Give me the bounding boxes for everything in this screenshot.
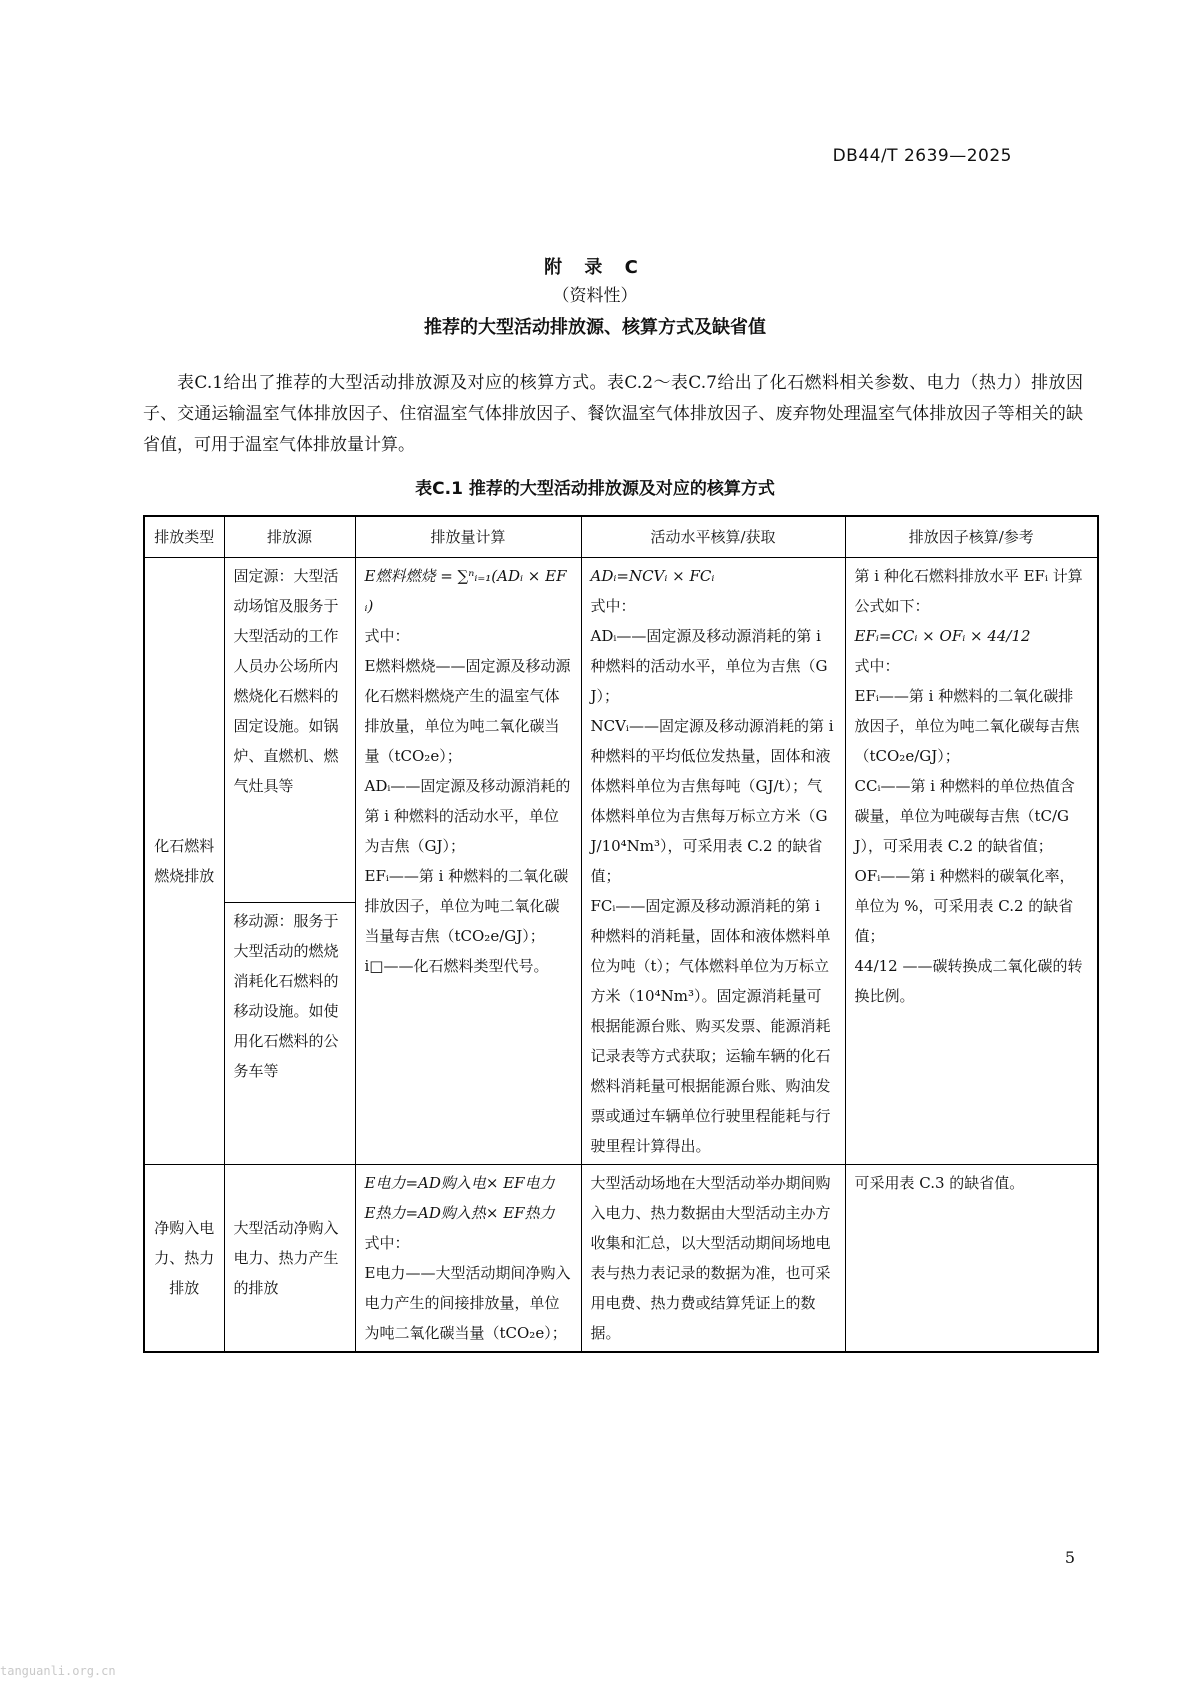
table-header-row	[144, 516, 1098, 558]
annex-nature: （资料性）	[552, 286, 638, 306]
watermark: tanguanli.org.cn	[0, 1664, 116, 1678]
page-number: 5	[1064, 1548, 1075, 1567]
activity-line: NCVᵢ——固定源及移动源消耗的第 i 种燃料的平均低位发热量，固体和液体燃料单位为吉焦每吨（GJ/t）；气体燃料单位为吉焦每万标立方米（GJ/10⁴Nm³），可采用表 C.2 的缺省值；	[590, 717, 834, 885]
calc-line: ADᵢ——固定源及移动源消耗的第 i 种燃料的活动水平，单位为吉焦（GJ）；	[364, 777, 571, 855]
header-activity-level: 活动水平核算/获取	[581, 516, 845, 558]
factor-line: OFᵢ——第 i 种燃料的碳氧化率，单位为 %，可采用表 C.2 的缺省值；	[854, 867, 1075, 945]
cell-type-purchased: 净购入电力、热力排放	[144, 1165, 224, 1353]
cell-factor-purchased	[845, 1165, 1098, 1353]
calc-formula: E电力=AD购入电× EF电力	[364, 1174, 555, 1192]
annex-heading	[0, 254, 1190, 343]
intro-paragraph	[143, 368, 1083, 461]
activity-line: 大型活动场地在大型活动举办期间购入电力、热力数据由大型活动主办方收集和汇总，以大型活动期间场地电表与热力表记录的数据为准，也可采用电费、热力费或结算凭证上的数据。	[590, 1174, 831, 1342]
activity-line: ADᵢ——固定源及移动源消耗的第 i 种燃料的活动水平，单位为吉焦（GJ）；	[590, 627, 828, 705]
emission-table	[143, 515, 1099, 1353]
factor-line: 式中：	[854, 657, 900, 675]
cell-type-fossil: 化石燃料燃烧排放	[144, 558, 224, 1165]
factor-line: CCᵢ——第 i 种燃料的单位热值含碳量，单位为吨碳每吉焦（tC/GJ），可采用表 C.2 的缺省值；	[854, 777, 1075, 855]
factor-formula: EFᵢ=CCᵢ × OFᵢ × 44/12	[854, 627, 1031, 645]
header-emission-factor: 排放因子核算/参考	[845, 516, 1098, 558]
header-emission-source: 排放源	[224, 516, 355, 558]
activity-line: 式中：	[590, 597, 636, 615]
cell-source-purchased: 大型活动净购入电力、热力产生的排放	[224, 1165, 355, 1353]
activity-line: FCᵢ——固定源及移动源消耗的第 i 种燃料的消耗量，固体和液体燃料单位为吨（t）；气体燃料单位为万标立方米（10⁴Nm³）。固定源消耗量可根据能源台账、购买发票、能源消耗记录表等方式获取；运输车辆的化石燃料消耗量可根据能源台账、购油发票或通过车辆单位行驶里程能耗与行驶里程计算得出。	[590, 897, 831, 1155]
calc-line: E燃料燃烧——固定源及移动源化石燃料燃烧产生的温室气体排放量，单位为吨二氧化碳当量（tCO₂e）；	[364, 657, 571, 765]
factor-line: 44/12 ——碳转换成二氧化碳的转换比例。	[854, 957, 1083, 1005]
factor-line: EFᵢ——第 i 种燃料的二氧化碳排放因子，单位为吨二氧化碳每吉焦（tCO₂e/GJ）；	[854, 687, 1080, 765]
cell-activity-fossil	[581, 558, 845, 1165]
table-row	[144, 558, 1098, 903]
annex-subtitle: 推荐的大型活动排放源、核算方式及缺省值	[424, 317, 766, 338]
calc-line: EFᵢ——第 i 种燃料的二氧化碳排放因子，单位为吨二氧化碳当量每吉焦（tCO₂e/GJ）；	[364, 867, 569, 945]
cell-calc-fossil	[355, 558, 581, 1165]
calc-line: i□——化石燃料类型代号。	[364, 957, 549, 975]
calc-formula: E燃料燃烧 = ∑ⁿᵢ₌₁(ADᵢ × EFᵢ)	[364, 567, 567, 615]
table-caption: 表C.1 推荐的大型活动排放源及对应的核算方式	[415, 479, 775, 499]
calc-line: 式中：	[364, 627, 410, 645]
factor-line: 第 i 种化石燃料排放水平 EFᵢ 计算公式如下：	[854, 567, 1083, 615]
calc-line: E电力——大型活动期间净购入电力产生的间接排放量，单位为吨二氧化碳当量（tCO₂e）；	[364, 1264, 571, 1342]
factor-line: 可采用表 C.3 的缺省值。	[854, 1174, 1025, 1192]
cell-source-mobile: 移动源：服务于大型活动的燃烧消耗化石燃料的移动设施。如使用化石燃料的公务车等	[224, 903, 355, 1165]
header-emission-calc: 排放量计算	[355, 516, 581, 558]
calc-formula: E热力=AD购入热× EF热力	[364, 1204, 555, 1222]
table-row	[144, 1165, 1098, 1353]
annex-title: 附 录 C	[544, 257, 646, 278]
cell-factor-fossil	[845, 558, 1098, 1165]
activity-formula: ADᵢ=NCVᵢ × FCᵢ	[590, 567, 715, 585]
cell-activity-purchased	[581, 1165, 845, 1353]
cell-source-fixed: 固定源：大型活动场馆及服务于大型活动的工作人员办公场所内燃烧化石燃料的固定设施。如锅炉、直燃机、燃气灶具等	[224, 558, 355, 903]
header-emission-type: 排放类型	[144, 516, 224, 558]
cell-calc-purchased	[355, 1165, 581, 1353]
standard-code: DB44/T 2639—2025	[832, 146, 1012, 166]
calc-line: 式中：	[364, 1234, 410, 1252]
intro-text: 表C.1给出了推荐的大型活动排放源及对应的核算方式。表C.2～表C.7给出了化石燃料相关参数、电力（热力）排放因子、交通运输温室气体排放因子、住宿温室气体排放因子、餐饮温室气体排放因子、废弃物处理温室气体排放因子等相关的缺省值，可用于温室气体排放量计算。	[143, 373, 1083, 455]
